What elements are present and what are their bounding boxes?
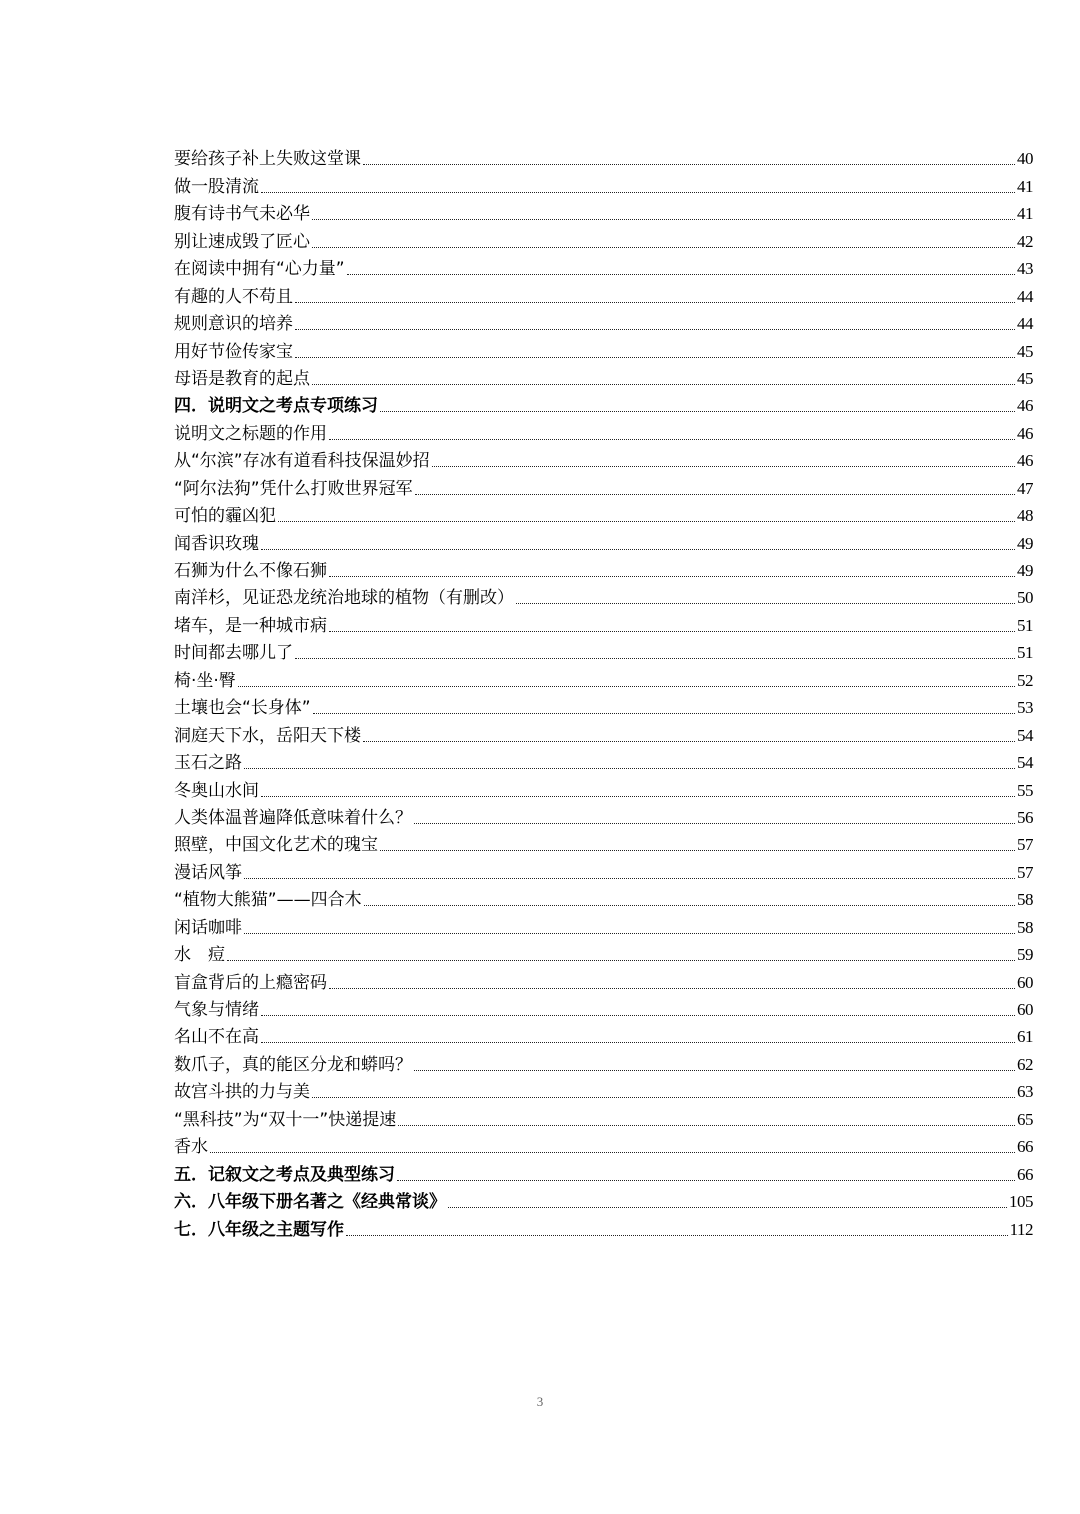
toc-entry-page: 60 — [1017, 972, 1033, 992]
toc-entry-page: 105 — [1009, 1192, 1033, 1212]
dot-leader — [414, 1070, 1015, 1071]
toc-entry-title: 在阅读中拥有“心力量” — [174, 259, 345, 280]
toc-entry-page: 52 — [1017, 670, 1033, 690]
toc-entry-page: 54 — [1017, 725, 1033, 745]
toc-entry-title: “阿尔法狗”凭什么打败世界冠军 — [174, 478, 413, 499]
toc-entry-title: 土壤也会“长身体” — [174, 698, 311, 719]
toc-entry-page: 58 — [1017, 890, 1033, 910]
toc-entry-title: 要给孩子补上失败这堂课 — [174, 149, 361, 170]
toc-section-heading — [174, 1158, 1033, 1185]
toc-entry-page: 65 — [1017, 1109, 1033, 1129]
toc-entry — [174, 1048, 1033, 1075]
dot-leader — [312, 219, 1015, 220]
toc-entry — [174, 280, 1033, 307]
toc-entry-title: 五．记叙文之考点及典型练习 — [174, 1164, 395, 1185]
toc-entry — [174, 335, 1033, 362]
toc-entry-title: 故宫斗拱的力与美 — [174, 1082, 310, 1103]
toc-entry-title: 冬奥山水间 — [174, 780, 259, 801]
toc-entry-title: 母语是教育的起点 — [174, 368, 310, 389]
toc-entry — [174, 582, 1033, 609]
dot-leader — [313, 713, 1015, 714]
toc-entry-title: 六．八年级下册名著之《经典常谈》 — [174, 1192, 446, 1213]
toc-entry-page: 46 — [1017, 423, 1033, 443]
dot-leader — [210, 1152, 1015, 1153]
dot-leader — [448, 1207, 1007, 1208]
dot-leader — [432, 466, 1015, 467]
table-of-contents — [174, 143, 1033, 1241]
toc-entry-title: 玉石之路 — [174, 753, 242, 774]
toc-entry-page: 50 — [1017, 588, 1033, 608]
dot-leader — [295, 302, 1015, 303]
toc-entry-page: 51 — [1017, 615, 1033, 635]
page-number: 3 — [536, 1394, 544, 1409]
toc-entry-page: 66 — [1017, 1164, 1033, 1184]
toc-entry-page: 60 — [1017, 1000, 1033, 1019]
toc-entry-title: “黑科技”为“双十一”快递提速 — [174, 1109, 397, 1130]
toc-entry — [174, 500, 1033, 527]
toc-entry — [174, 445, 1033, 472]
toc-entry — [174, 747, 1033, 774]
toc-entry-title: 洞庭天下水，岳阳天下楼 — [174, 725, 361, 746]
toc-entry-title: “植物大熊猫”——四合木 — [174, 890, 362, 911]
dot-leader — [261, 1042, 1015, 1043]
toc-entry-title: 照壁，中国文化艺术的瑰宝 — [174, 835, 378, 856]
toc-entry — [174, 225, 1033, 252]
toc-entry — [174, 911, 1033, 938]
dot-leader — [227, 960, 1015, 961]
toc-entry-title: 规则意识的培养 — [174, 314, 293, 335]
dot-leader — [380, 850, 1015, 851]
dot-leader — [244, 933, 1015, 934]
dot-leader — [363, 164, 1015, 165]
toc-section-heading — [174, 390, 1033, 417]
toc-entry-page: 47 — [1017, 478, 1033, 498]
toc-entry-title: 别让速成毁了匠心 — [174, 231, 310, 252]
toc-entry-title: 说明文之标题的作用 — [174, 423, 327, 444]
toc-entry — [174, 802, 1033, 829]
dot-leader — [329, 988, 1015, 989]
toc-entry-page: 57 — [1017, 862, 1033, 882]
toc-section-heading — [174, 1186, 1033, 1213]
toc-entry — [174, 637, 1033, 664]
toc-entry-page: 49 — [1017, 561, 1033, 580]
toc-entry — [174, 856, 1033, 883]
dot-leader — [398, 1125, 1015, 1126]
toc-entry-title: 石狮为什么不像石狮 — [174, 561, 327, 581]
toc-entry-title: 时间都去哪儿了 — [174, 643, 293, 664]
toc-entry — [174, 1021, 1033, 1048]
toc-entry-page: 57 — [1017, 835, 1033, 855]
toc-entry-page: 42 — [1017, 231, 1033, 251]
toc-entry-page: 48 — [1017, 506, 1033, 526]
toc-entry-page: 59 — [1017, 945, 1033, 965]
toc-entry-page: 41 — [1017, 176, 1033, 196]
dot-leader — [312, 384, 1015, 385]
toc-entry-page: 56 — [1017, 807, 1033, 827]
dot-leader — [295, 357, 1015, 358]
toc-entry-title: 盲盒背后的上瘾密码 — [174, 972, 327, 993]
toc-entry-page: 62 — [1017, 1054, 1033, 1074]
dot-leader — [329, 631, 1015, 632]
dot-leader — [397, 1180, 1015, 1181]
toc-entry-page: 58 — [1017, 917, 1033, 937]
dot-leader — [238, 686, 1015, 687]
toc-entry-title: 腹有诗书气未必华 — [174, 204, 310, 225]
toc-entry-page: 43 — [1017, 259, 1033, 279]
toc-entry-title: 用好节俭传家宝 — [174, 341, 293, 362]
toc-entry — [174, 527, 1033, 554]
toc-entry — [174, 884, 1033, 911]
toc-entry-page: 66 — [1017, 1137, 1033, 1157]
toc-entry — [174, 143, 1033, 170]
toc-entry — [174, 664, 1033, 691]
toc-entry — [174, 1131, 1033, 1158]
toc-entry — [174, 994, 1033, 1021]
dot-leader — [295, 329, 1015, 330]
toc-entry-page: 40 — [1017, 149, 1033, 169]
toc-entry-page: 63 — [1017, 1082, 1033, 1102]
toc-entry-title: 南洋杉，见证恐龙统治地球的植物（有删改） — [174, 588, 514, 609]
dot-leader — [415, 494, 1015, 495]
dot-leader — [295, 658, 1015, 659]
dot-leader — [329, 439, 1015, 440]
toc-entry-page: 53 — [1017, 698, 1033, 718]
toc-entry — [174, 829, 1033, 856]
toc-entry — [174, 555, 1033, 582]
dot-leader — [244, 878, 1015, 879]
toc-entry — [174, 692, 1033, 719]
toc-entry-title: 椅·坐·臀 — [174, 670, 236, 691]
toc-entry — [174, 363, 1033, 390]
dot-leader — [244, 768, 1015, 769]
toc-entry — [174, 308, 1033, 335]
toc-entry-title: 漫话风筝 — [174, 862, 242, 883]
toc-entry-page: 55 — [1017, 780, 1033, 800]
toc-entry-page: 54 — [1017, 753, 1033, 773]
toc-entry-page: 61 — [1017, 1027, 1033, 1047]
toc-entry — [174, 417, 1033, 444]
toc-section-heading — [174, 1213, 1033, 1240]
dot-leader — [261, 192, 1015, 193]
toc-entry — [174, 939, 1033, 966]
dot-leader — [414, 823, 1015, 824]
toc-entry-title: 有趣的人不苟且 — [174, 286, 293, 307]
toc-entry-page: 45 — [1017, 341, 1033, 361]
toc-entry-title: 人类体温普遍降低意味着什么？ — [174, 807, 412, 828]
toc-entry-title: 水 痘 — [174, 945, 225, 966]
toc-entry — [174, 719, 1033, 746]
toc-entry-page: 45 — [1017, 368, 1033, 388]
toc-entry — [174, 472, 1033, 499]
dot-leader — [312, 247, 1015, 248]
dot-leader — [364, 905, 1015, 906]
dot-leader — [261, 549, 1015, 550]
toc-entry-title: 闲话咖啡 — [174, 917, 242, 938]
toc-entry-title: 做一股清流 — [174, 176, 259, 197]
toc-entry-page: 51 — [1017, 643, 1033, 663]
dot-leader — [346, 1235, 1008, 1236]
dot-leader — [261, 1015, 1015, 1016]
toc-entry-title: 名山不在高 — [174, 1027, 259, 1048]
toc-entry — [174, 253, 1033, 280]
toc-entry-title: 七．八年级之主题写作 — [174, 1219, 344, 1240]
toc-entry-page: 112 — [1009, 1219, 1033, 1239]
toc-entry-page: 44 — [1017, 286, 1033, 306]
dot-leader — [380, 411, 1015, 412]
dot-leader — [312, 1097, 1015, 1098]
dot-leader — [278, 521, 1015, 522]
toc-entry-page: 44 — [1017, 314, 1033, 334]
toc-entry — [174, 198, 1033, 225]
dot-leader — [261, 796, 1015, 797]
toc-entry-page: 46 — [1017, 396, 1033, 416]
toc-entry-page: 49 — [1017, 533, 1033, 553]
toc-entry-title: 四．说明文之考点专项练习 — [174, 396, 378, 417]
toc-entry-page: 41 — [1017, 204, 1033, 224]
toc-entry — [174, 774, 1033, 801]
toc-entry-title: 香水 — [174, 1137, 208, 1158]
toc-entry-title: 气象与情绪 — [174, 1000, 259, 1020]
dot-leader — [363, 741, 1015, 742]
toc-entry-title: 可怕的霾凶犯 — [174, 506, 276, 527]
toc-entry — [174, 609, 1033, 636]
toc-entry — [174, 170, 1033, 197]
toc-entry — [174, 966, 1033, 993]
dot-leader — [329, 576, 1015, 577]
toc-entry-title: 堵车，是一种城市病 — [174, 615, 327, 636]
dot-leader — [516, 603, 1015, 604]
toc-entry-title: 数爪子，真的能区分龙和蟒吗？ — [174, 1054, 412, 1075]
toc-entry — [174, 1103, 1033, 1130]
dot-leader — [347, 274, 1015, 275]
toc-entry-title: 闻香识玫瑰 — [174, 533, 259, 554]
toc-entry-title: 从“尔滨”存冰有道看科技保温妙招 — [174, 451, 430, 472]
toc-entry — [174, 1076, 1033, 1103]
toc-entry-page: 46 — [1017, 451, 1033, 471]
